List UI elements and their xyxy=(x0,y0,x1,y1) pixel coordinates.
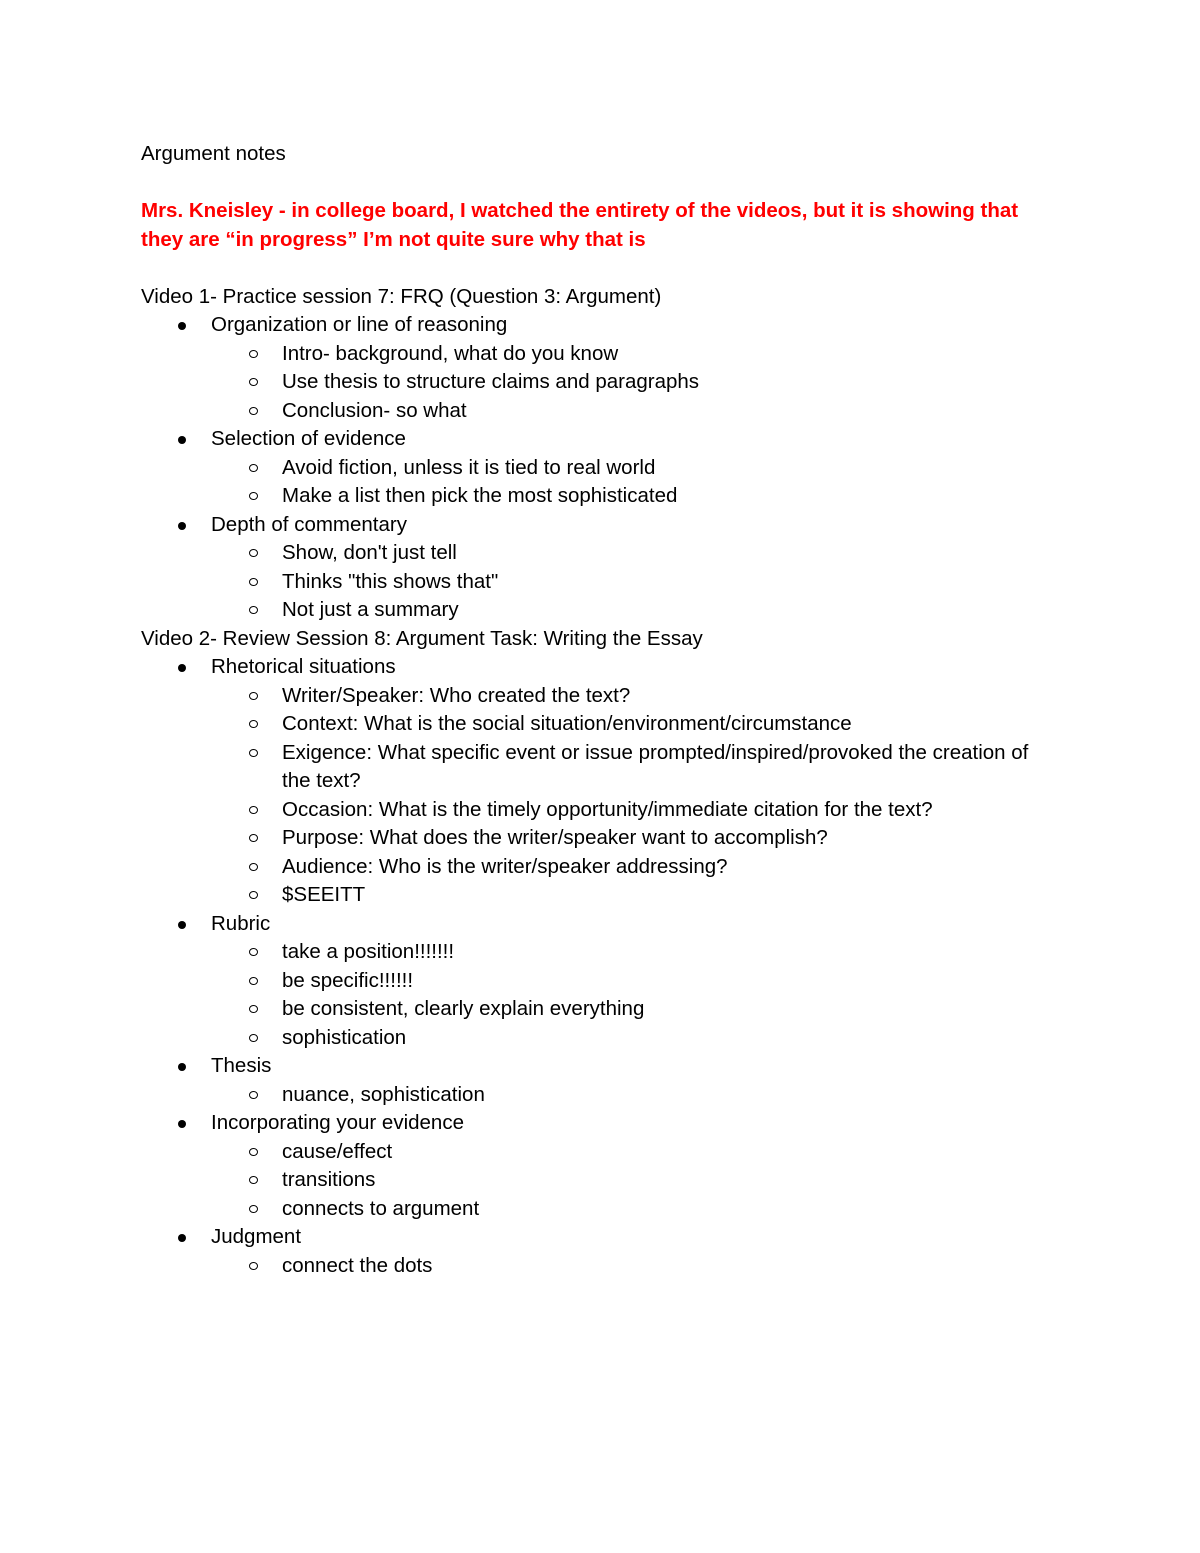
section-label: Rhetorical situations xyxy=(211,655,396,678)
outline-section xyxy=(141,311,1061,425)
list-item-text: take a position!!!!!!! xyxy=(282,940,455,963)
list-item xyxy=(211,1252,1061,1281)
filled-bullet-icon xyxy=(178,1234,186,1242)
hollow-bullet-icon xyxy=(249,834,258,842)
hollow-bullet-icon xyxy=(249,1034,258,1042)
outline-section xyxy=(141,653,1061,910)
list-item xyxy=(211,739,1061,796)
list-item xyxy=(211,938,1061,967)
outline-section xyxy=(141,425,1061,511)
hollow-bullet-icon xyxy=(249,1148,258,1156)
outline-section xyxy=(141,1052,1061,1109)
outline-section xyxy=(141,511,1061,625)
hollow-bullet-icon xyxy=(249,948,258,956)
filled-bullet-icon xyxy=(178,921,186,929)
list-item-text: be consistent, clearly explain everything xyxy=(282,997,645,1020)
hollow-bullet-icon xyxy=(249,606,258,614)
list-item xyxy=(211,368,1061,397)
list-item-text: Thinks "this shows that" xyxy=(282,569,499,593)
section-label: Rubric xyxy=(211,911,271,935)
filled-bullet-icon xyxy=(178,522,186,530)
list-item xyxy=(211,881,1061,910)
filled-bullet-icon xyxy=(178,1063,186,1071)
list-item-text: Use thesis to structure claims and paragraphs xyxy=(282,370,700,393)
list-item-text: Intro- background, what do you know xyxy=(282,341,619,365)
teacher-note: Mrs. Kneisley - in college board, I watched the entirety of the videos, but it is showing that they are “in progress” I’m not quite sure why that is xyxy=(141,199,1019,251)
list-item xyxy=(211,539,1061,568)
filled-bullet-icon xyxy=(178,664,186,672)
list-item-text: Make a list then pick the most sophisticated xyxy=(282,484,678,507)
list-item-text: be specific!!!!!! xyxy=(282,968,414,992)
hollow-bullet-icon xyxy=(249,549,258,557)
section-label: Incorporating your evidence xyxy=(211,1111,464,1134)
hollow-bullet-icon xyxy=(249,350,258,358)
video-2-outline xyxy=(141,653,1061,1280)
list-item xyxy=(211,853,1061,882)
hollow-bullet-icon xyxy=(249,578,258,586)
list-item-text: transitions xyxy=(282,1168,376,1191)
video-1-outline xyxy=(141,311,1061,625)
list-item-text: sophistication xyxy=(282,1025,407,1049)
section-label: Thesis xyxy=(211,1054,272,1077)
section-label: Selection of evidence xyxy=(211,427,406,450)
list-item-text: Conclusion- so what xyxy=(282,398,467,422)
list-item xyxy=(211,682,1061,711)
hollow-bullet-icon xyxy=(249,863,258,871)
hollow-bullet-icon xyxy=(249,720,258,728)
list-item xyxy=(211,454,1061,483)
hollow-bullet-icon xyxy=(249,378,258,386)
list-item-text: Not just a summary xyxy=(282,598,459,621)
hollow-bullet-icon xyxy=(249,1205,258,1213)
hollow-bullet-icon xyxy=(249,891,258,899)
sub-list xyxy=(211,682,1061,910)
filled-bullet-icon xyxy=(178,1120,186,1128)
list-item xyxy=(211,1166,1061,1195)
hollow-bullet-icon xyxy=(249,1005,258,1013)
list-item xyxy=(211,1024,1061,1053)
filled-bullet-icon xyxy=(178,436,186,444)
hollow-bullet-icon xyxy=(249,492,258,500)
hollow-bullet-icon xyxy=(249,806,258,814)
list-item-text: Avoid fiction, unless it is tied to real world xyxy=(282,455,656,479)
list-item xyxy=(211,568,1061,597)
list-item xyxy=(211,995,1061,1024)
hollow-bullet-icon xyxy=(249,464,258,472)
spacer xyxy=(141,169,1061,198)
outline-section xyxy=(141,910,1061,1053)
sub-list xyxy=(211,539,1061,625)
list-item-text: Writer/Speaker: Who created the text? xyxy=(282,683,631,707)
list-item-text: Exigence: What specific event or issue prompted/inspired/provoked the creation of the text? xyxy=(282,740,1029,792)
section-label: Organization or line of reasoning xyxy=(211,313,508,336)
hollow-bullet-icon xyxy=(249,407,258,415)
hollow-bullet-icon xyxy=(249,692,258,700)
list-item-text: Show, don't just tell xyxy=(282,541,457,564)
hollow-bullet-icon xyxy=(249,749,258,757)
list-item-text: Audience: Who is the writer/speaker addressing? xyxy=(282,854,728,878)
list-item-text: Occasion: What is the timely opportunity/immediate citation for the text? xyxy=(282,797,933,821)
list-item xyxy=(211,482,1061,511)
list-item xyxy=(211,824,1061,853)
section-label: Depth of commentary xyxy=(211,512,407,536)
sub-list xyxy=(211,938,1061,1052)
outline-section xyxy=(141,1223,1061,1280)
video-2-heading: Video 2- Review Session 8: Argument Task: Writing the Essay xyxy=(141,626,703,650)
hollow-bullet-icon xyxy=(249,977,258,985)
list-item-text: connect the dots xyxy=(282,1253,433,1277)
document-title: Argument notes xyxy=(141,142,286,165)
list-item xyxy=(211,796,1061,825)
hollow-bullet-icon xyxy=(249,1262,258,1270)
list-item xyxy=(211,1138,1061,1167)
list-item-text: Context: What is the social situation/environment/circumstance xyxy=(282,712,852,735)
hollow-bullet-icon xyxy=(249,1091,258,1099)
list-item-text: connects to argument xyxy=(282,1196,480,1220)
list-item-text: Purpose: What does the writer/speaker want to accomplish? xyxy=(282,826,828,849)
document-body xyxy=(141,140,1061,1280)
list-item xyxy=(211,397,1061,426)
sub-list xyxy=(211,1081,1061,1110)
list-item xyxy=(211,967,1061,996)
sub-list xyxy=(211,1138,1061,1224)
hollow-bullet-icon xyxy=(249,1176,258,1184)
sub-list xyxy=(211,454,1061,511)
spacer xyxy=(141,254,1061,283)
list-item xyxy=(211,340,1061,369)
sub-list xyxy=(211,1252,1061,1281)
outline-section xyxy=(141,1109,1061,1223)
list-item-text: cause/effect xyxy=(282,1139,393,1163)
section-label: Judgment xyxy=(211,1225,302,1248)
filled-bullet-icon xyxy=(178,322,186,330)
list-item xyxy=(211,596,1061,625)
video-1-heading: Video 1- Practice session 7: FRQ (Question 3: Argument) xyxy=(141,284,662,308)
list-item xyxy=(211,710,1061,739)
list-item-text: $SEEITT xyxy=(282,883,366,906)
sub-list xyxy=(211,340,1061,426)
list-item-text: nuance, sophistication xyxy=(282,1082,485,1106)
list-item xyxy=(211,1081,1061,1110)
list-item xyxy=(211,1195,1061,1224)
